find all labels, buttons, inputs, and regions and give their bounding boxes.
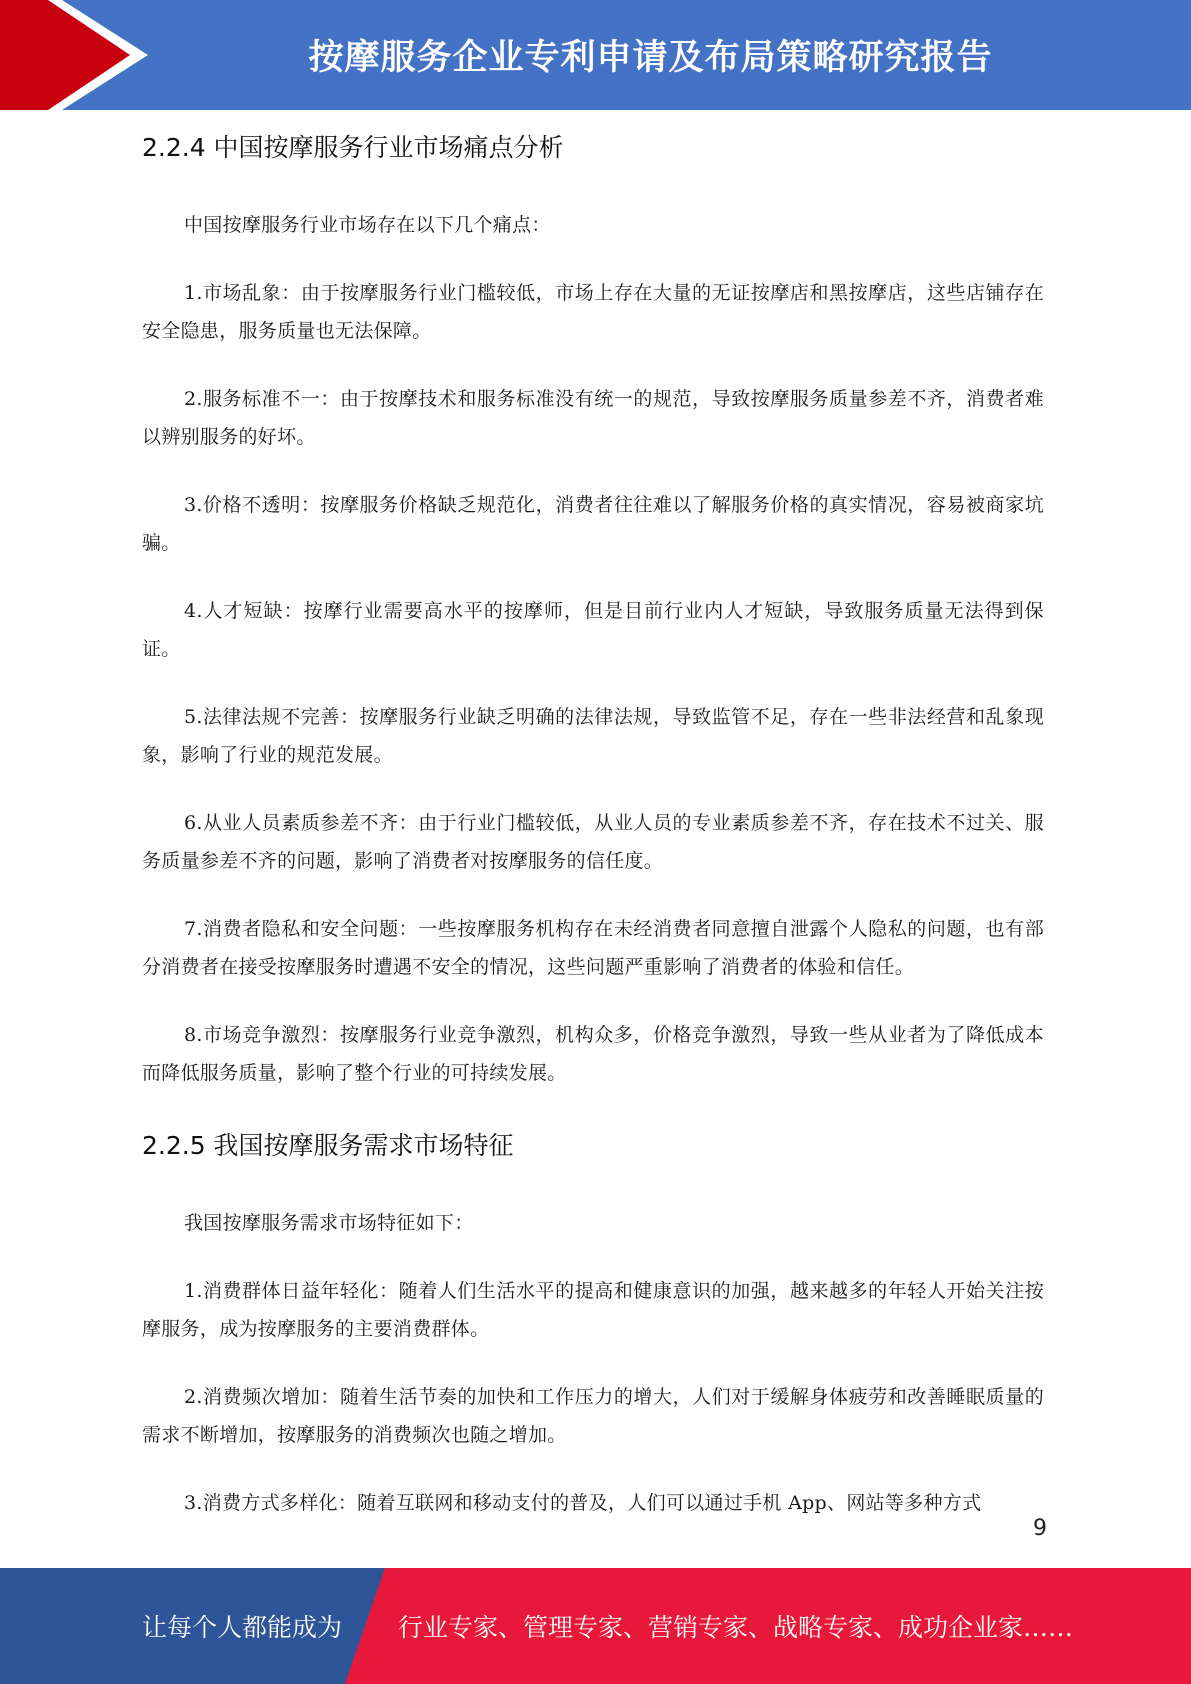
page-number: 9 xyxy=(1033,1516,1047,1541)
section-heading: 2.2.5 我国按摩服务需求市场特征 xyxy=(142,1131,514,1160)
page-footer xyxy=(0,1568,1191,1684)
document-body xyxy=(142,126,1044,1552)
paragraph: 我国按摩服务需求市场特征如下： xyxy=(184,1212,474,1234)
paragraph: 中国按摩服务行业市场存在以下几个痛点： xyxy=(184,214,551,236)
report-title: 按摩服务企业专利申请及布局策略研究报告 xyxy=(308,38,993,78)
paragraph: 1.市场乱象：由于按摩服务行业门槛较低，市场上存在大量的无证按摩店和黑按摩店，这些店铺存在安全隐患，服务质量也无法保障。 xyxy=(142,282,1044,342)
paragraph: 2.服务标准不一：由于按摩技术和服务标准没有统一的规范，导致按摩服务质量参差不齐，消费者难以辨别服务的好坏。 xyxy=(142,388,1044,448)
paragraph: 7.消费者隐私和安全问题：一些按摩服务机构存在未经消费者同意擅自泄露个人隐私的问题，也有部分消费者在接受按摩服务时遭遇不安全的情况，这些问题严重影响了消费者的体验和信任。 xyxy=(142,918,1044,978)
paragraph: 5.法律法规不完善：按摩服务行业缺乏明确的法律法规，导致监管不足，存在一些非法经营和乱象现象，影响了行业的规范发展。 xyxy=(142,706,1044,766)
paragraph: 2.消费频次增加：随着生活节奏的加快和工作压力的增大，人们对于缓解身体疲劳和改善睡眠质量的需求不断增加，按摩服务的消费频次也随之增加。 xyxy=(142,1386,1044,1446)
paragraph: 4.人才短缺：按摩行业需要高水平的按摩师，但是目前行业内人才短缺，导致服务质量无法得到保证。 xyxy=(142,600,1044,660)
footer-slogan-right: 行业专家、管理专家、营销专家、战略专家、成功企业家…… xyxy=(398,1613,1074,1642)
footer-slogan-left: 让每个人都能成为 xyxy=(142,1613,343,1642)
paragraph: 1.消费群体日益年轻化：随着人们生活水平的提高和健康意识的加强，越来越多的年轻人开始关注按摩服务，成为按摩服务的主要消费群体。 xyxy=(142,1280,1044,1340)
paragraph: 6.从业人员素质参差不齐：由于行业门槛较低，从业人员的专业素质参差不齐，存在技术不过关、服务质量参差不齐的问题，影响了消费者对按摩服务的信任度。 xyxy=(142,812,1044,872)
paragraph: 3.消费方式多样化：随着互联网和移动支付的普及，人们可以通过手机 App、网站等多种方式 xyxy=(184,1492,982,1514)
paragraph: 8.市场竞争激烈：按摩服务行业竞争激烈，机构众多，价格竞争激烈，导致一些从业者为了降低成本而降低服务质量，影响了整个行业的可持续发展。 xyxy=(142,1024,1044,1084)
section-heading: 2.2.4 中国按摩服务行业市场痛点分析 xyxy=(142,133,564,162)
page-header xyxy=(0,0,1191,110)
paragraph: 3.价格不透明：按摩服务价格缺乏规范化，消费者往往难以了解服务价格的真实情况，容易被商家坑骗。 xyxy=(142,494,1044,554)
